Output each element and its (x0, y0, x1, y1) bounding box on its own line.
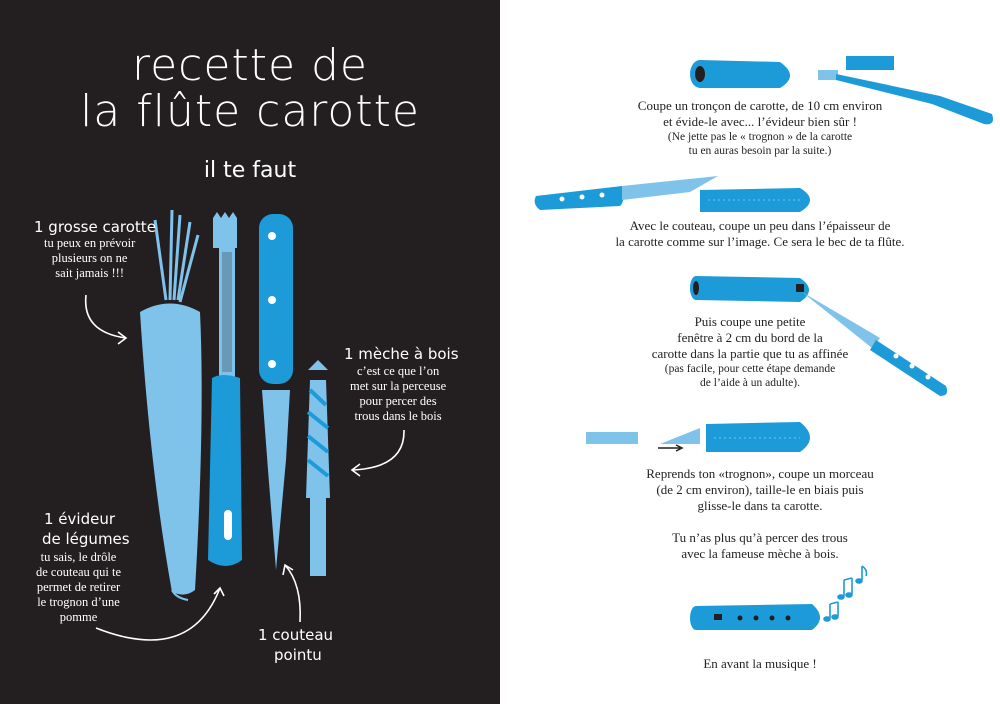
step-line: Coupe un tronçon de carotte, de 10 cm environ (637, 98, 883, 113)
drill-desc (350, 364, 446, 424)
drill-desc-line: trous dans le bois (354, 409, 442, 423)
step-note-line: (Ne jette pas le « trognon » de la carotte (667, 131, 853, 143)
drill-desc-line: c’est ce que l’on (356, 364, 440, 378)
step-note-line: de l’aide à un adulte). (700, 377, 800, 389)
peeler-desc-line: tu sais, le drôle (40, 550, 117, 564)
carrot-desc-line: tu peux en prévoir (44, 236, 136, 250)
step-line: Tu n’as plus qu’à percer des trous (672, 530, 848, 545)
carrot-desc-line: plusieurs on ne (51, 251, 128, 265)
step-note-line: (pas facile, pour cette étape demande (664, 363, 836, 375)
carrot-desc-line: sait jamais !!! (55, 266, 125, 280)
knife-title-line2: pointu (274, 646, 322, 664)
step-line: glisse-le dans ta carotte. (697, 498, 823, 513)
step-line: la carotte comme sur l’image. Ce sera le bec de ta flûte. (615, 234, 905, 249)
carrot-title: 1 grosse carotte (34, 218, 156, 236)
step-line: Avec le couteau, coupe un peu dans l’épaisseur de (629, 218, 891, 233)
peeler-desc-line: pomme (59, 610, 98, 624)
peeler-title-line2: de légumes (42, 530, 130, 548)
music-notes-icon (500, 0, 1000, 704)
subtitle: il te faut (203, 158, 297, 183)
peeler-desc-line: permet de retirer (36, 580, 121, 594)
step-line: Reprends ton «trognon», coupe un morceau (646, 466, 874, 481)
peeler-title-line1: 1 évideur (44, 510, 116, 528)
peeler-desc-line: le trognon d’une (37, 595, 120, 609)
knife-title-line1: 1 couteau (258, 626, 334, 644)
step-line: fenêtre à 2 cm du bord de la (677, 330, 823, 345)
page-title-line2: la flûte carotte (80, 86, 420, 137)
step-line: (de 2 cm environ), taille-le en biais puis (656, 482, 864, 497)
right-page (500, 0, 1000, 704)
drill-title: 1 mèche à bois (344, 345, 459, 363)
drill-desc-line: met sur la perceuse (350, 379, 447, 393)
step-line: carotte dans la partie que tu as affinée (651, 346, 849, 361)
step-line: avec la fameuse mèche à bois. (681, 546, 839, 561)
carrot-desc (44, 236, 135, 281)
page-title-line1: recette de (131, 40, 368, 91)
peeler-desc (36, 550, 121, 625)
step-note-line: tu en auras besoin par la suite.) (688, 145, 832, 157)
drill-desc-line: pour percer des (359, 394, 437, 408)
peeler-desc-line: de couteau qui te (36, 565, 122, 579)
step-line: et évide-le avec... l’évideur bien sûr ! (663, 114, 857, 129)
ending-text: En avant la musique ! (703, 656, 817, 671)
step-line: Puis coupe une petite (694, 314, 806, 329)
